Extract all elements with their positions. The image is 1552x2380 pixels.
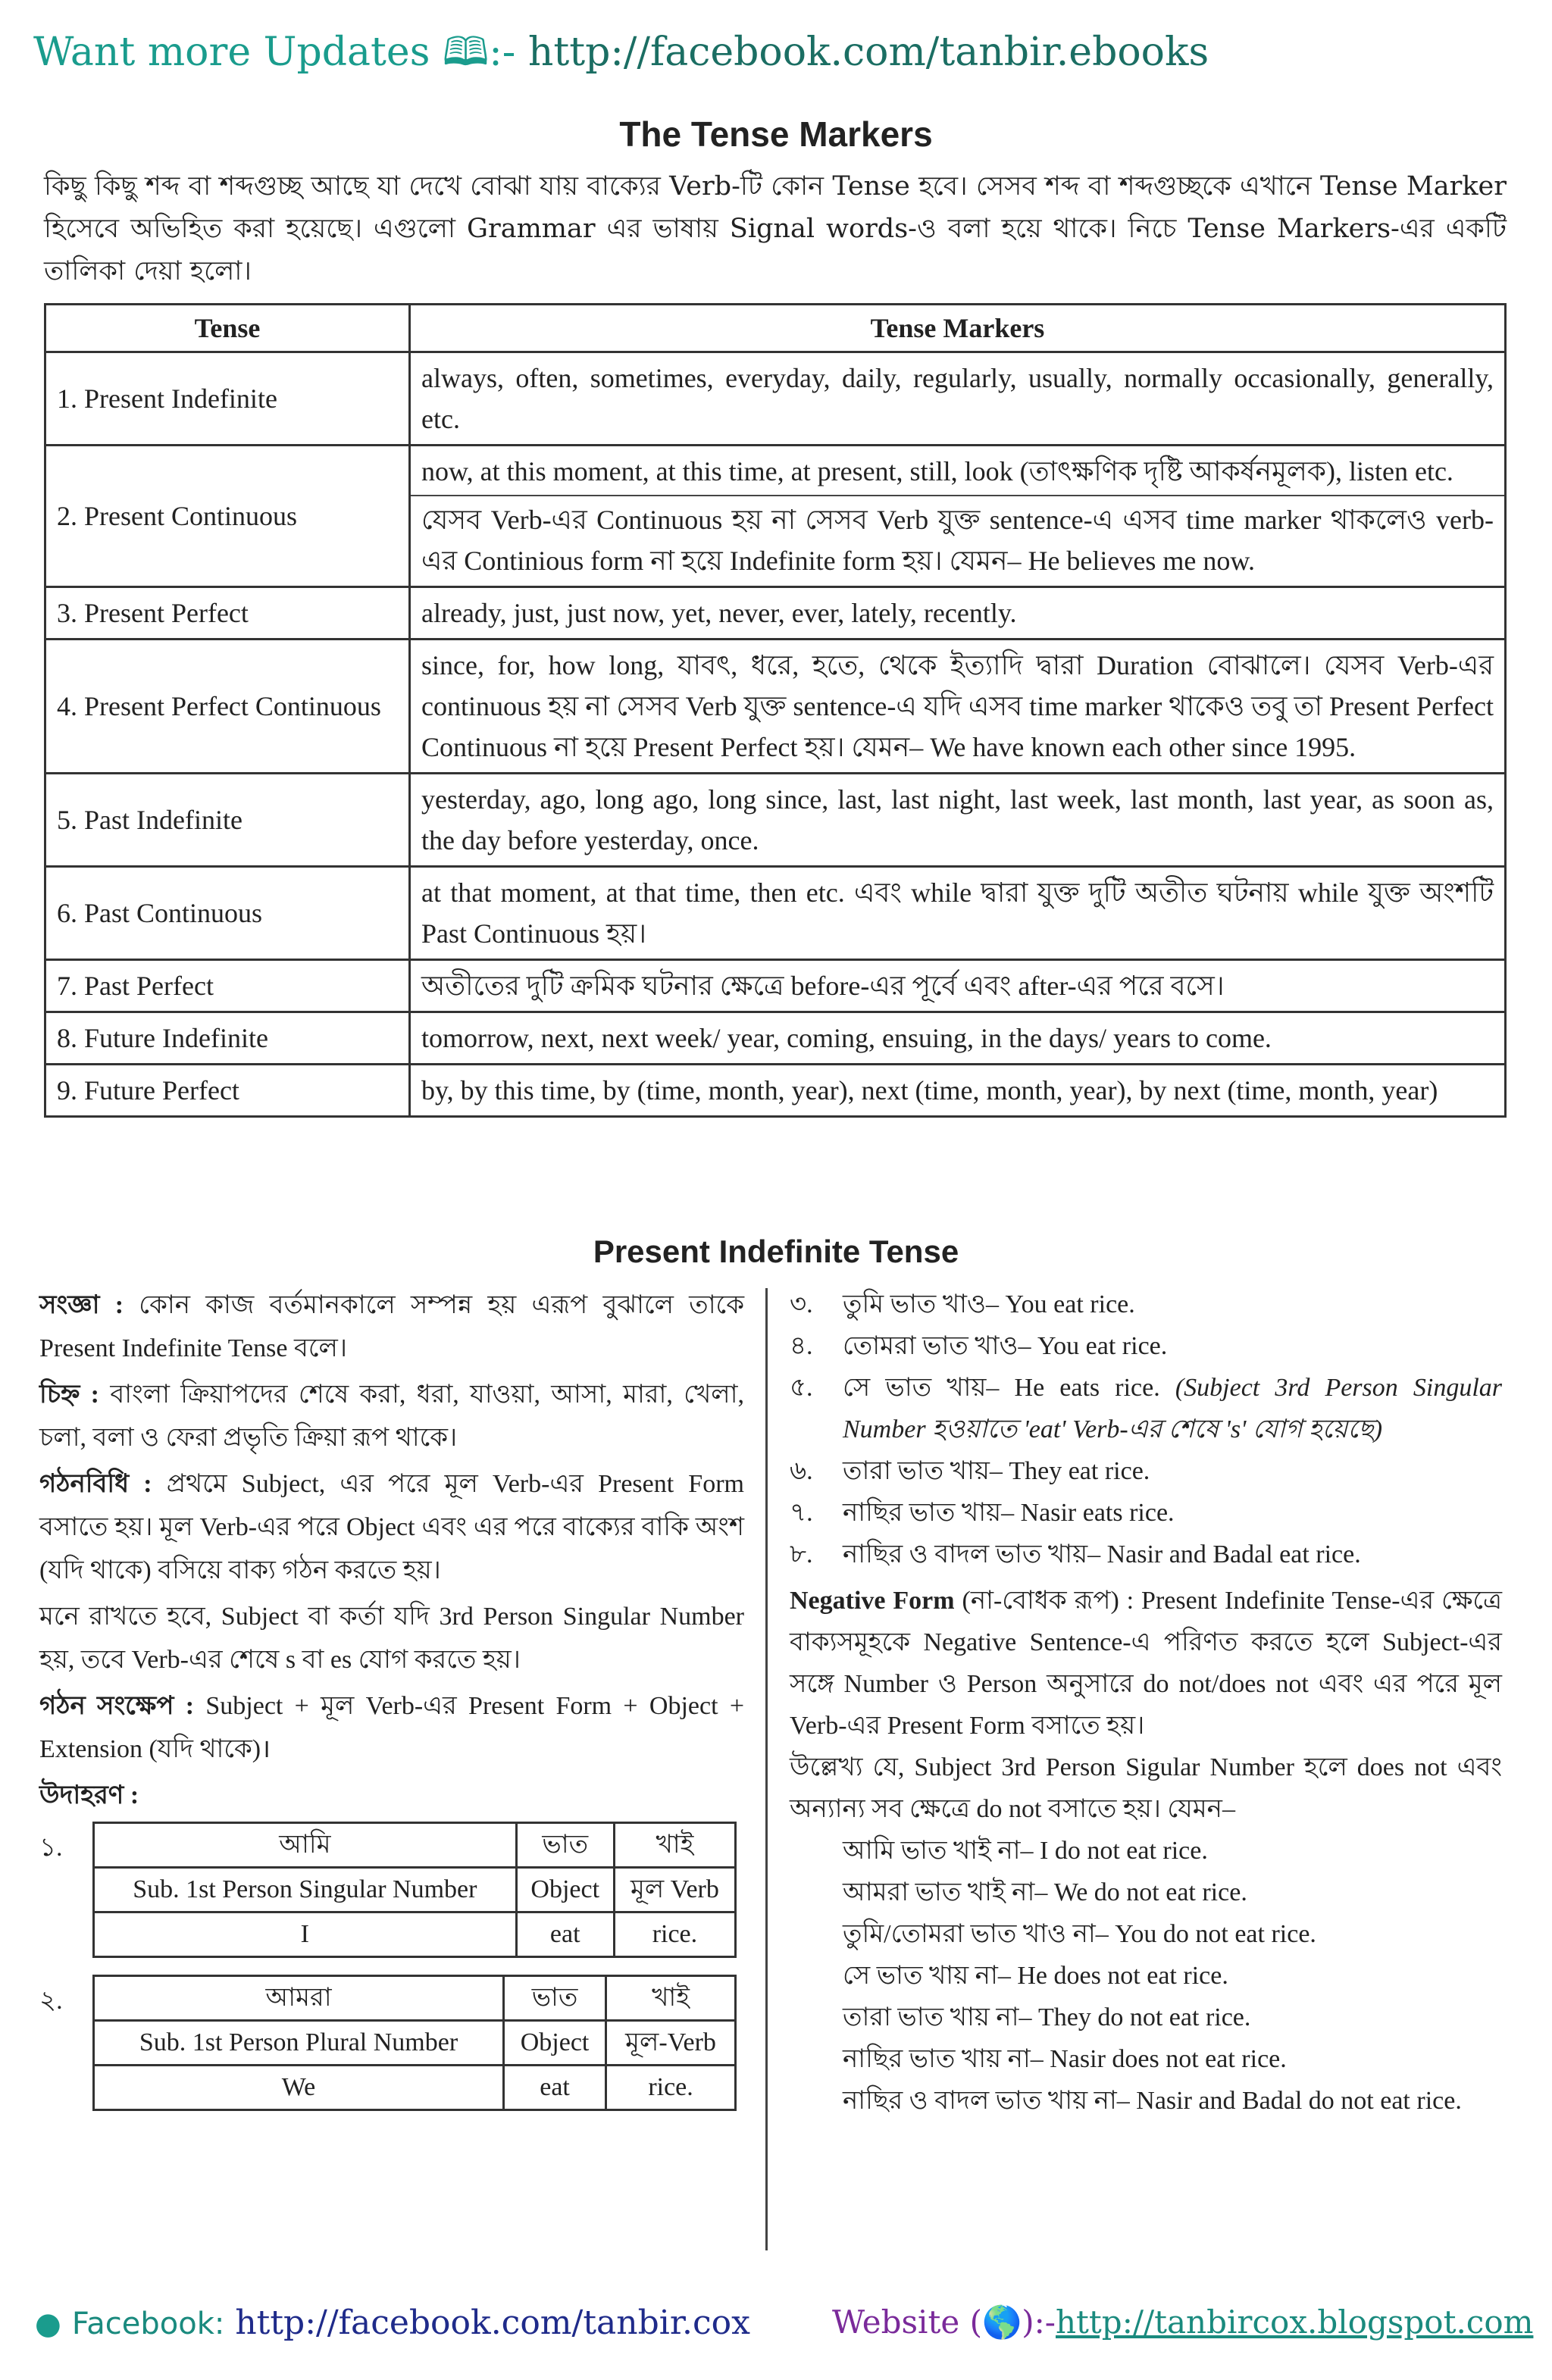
list-item: তুমি/তোমরা ভাত খাও না– You do not eat rice. xyxy=(843,1920,1316,1948)
item-number: ৭. xyxy=(790,1499,813,1527)
tense-cell: 5. Past Indefinite xyxy=(45,774,410,867)
tense-cell: 7. Past Perfect xyxy=(45,960,410,1012)
example-cell: Object xyxy=(516,1868,614,1912)
example-cell: ভাত xyxy=(516,1823,614,1868)
markers-cell: by, by this time, by (time, month, year), next (time, month, year), by next (time, month, year) xyxy=(410,1065,1506,1117)
table-row xyxy=(45,1012,1506,1065)
markers-cell: অতীতের দুটি ক্রমিক ঘটনার ক্ষেত্রে before-এর পূর্বে এবং after-এর পরে বসে। xyxy=(410,960,1506,1012)
table-row xyxy=(45,587,1506,640)
sign xyxy=(39,1373,744,1459)
item-number: ৮. xyxy=(790,1540,813,1568)
negative-label: Negative Form xyxy=(790,1587,955,1615)
item-number: ৩. xyxy=(790,1290,813,1318)
list-item xyxy=(790,1534,1502,1575)
facebook-label: Facebook: xyxy=(71,2307,225,2341)
item-number: ৪. xyxy=(790,1332,813,1360)
item-note: (Subject 3rd Person Singular Number হওয়াতে 'eat' Verb-এর শেষে 's' যোগ হয়েছে) xyxy=(843,1374,1503,1443)
negative-note: উল্লেখ্য যে, Subject 3rd Person Sigular Number হলে does not এবং অন্যান্য সব ক্ষেত্রে do not বসাতে হয়। যেমন– xyxy=(790,1753,1502,1823)
list-item xyxy=(790,1450,1502,1492)
item-sentence: সে ভাত খায়– He eats rice. xyxy=(843,1374,1160,1402)
definition xyxy=(39,1284,744,1370)
item-number: ৬. xyxy=(790,1457,813,1485)
table-row xyxy=(45,446,1506,587)
tense-cell: 4. Present Perfect Continuous xyxy=(45,640,410,774)
item-text: তোমরা ভাত খাও– You eat rice. xyxy=(843,1332,1168,1360)
example-heading xyxy=(39,1774,744,1817)
item-number: ৫. xyxy=(790,1374,813,1402)
example-number: ১. xyxy=(39,1834,63,1862)
page-title: The Tense Markers xyxy=(619,114,933,154)
lightbulb-icon: ● xyxy=(35,2307,61,2341)
example-cell: eat xyxy=(504,2066,606,2110)
summary-label: গঠন সংক্ষেপ : xyxy=(39,1692,195,1720)
example-number: ২. xyxy=(39,1987,63,2015)
tense-cell: 9. Future Perfect xyxy=(45,1065,410,1117)
example-cell: মূল-Verb xyxy=(606,2021,736,2066)
header-markers: Tense Markers xyxy=(410,305,1506,352)
footer-facebook xyxy=(35,2303,750,2342)
example-cell: We xyxy=(94,2066,504,2110)
sign-text: বাংলা ক্রিয়াপদের শেষে করা, ধরা, যাওয়া, আসা, মারা, খেলা, চলা, বলা ও ফেরা প্রভৃতি ক্রিয়া রূপ থাকে। xyxy=(39,1381,744,1452)
list-item xyxy=(790,1284,1502,1325)
list-item: আমরা ভাত খাই না– We do not eat rice. xyxy=(843,1878,1247,1906)
intro-paragraph: কিছু কিছু শব্দ বা শব্দগুচ্ছ আছে যা দেখে বোঝা যায় বাক্যের Verb-টি কোন Tense হবে। সেসব শব্দ বা শব্দগুচ্ছকে এখানে Tense Marker হিসেবে অভিহিত করা হয়েছে। এগুলো Grammar এর ভাষায় Signal words-ও বলা হয়ে থাকে। নিচে Tense Markers-এর একটি তালিকা দেয়া হলো। xyxy=(44,171,1507,286)
tense-cell: 8. Future Indefinite xyxy=(45,1012,410,1065)
list-item: নাছির ও বাদল ভাত খায় না– Nasir and Badal do not eat rice. xyxy=(843,2087,1462,2115)
example-cell: Object xyxy=(504,2021,606,2066)
banner-text: Want more Updates 🕮:- xyxy=(33,30,528,75)
example-label: উদাহরণ : xyxy=(39,1781,139,1809)
example-table-2-wrap xyxy=(39,1975,744,2111)
table-row xyxy=(45,1065,1506,1117)
right-column xyxy=(790,1284,1502,2122)
tense-cell: 3. Present Perfect xyxy=(45,587,410,640)
list-item xyxy=(790,1492,1502,1534)
markers-note: যেসব Verb-এর Continuous হয় না সেসব Verb যুক্ত sentence-এ এসব time marker থাকলেও verb-এর Continious form না হয়ে Indefinite form হয়। যেমন– He believes me now. xyxy=(411,495,1504,581)
facebook-link[interactable]: http://facebook.com/tanbir.cox xyxy=(235,2303,750,2342)
markers-cell: yesterday, ago, long ago, long since, last, last night, last week, last month, last year, as soon as, the day before yesterday, once. xyxy=(410,774,1506,867)
website-link[interactable]: http://tanbircox.blogspot.com xyxy=(1056,2303,1534,2341)
left-column xyxy=(39,1284,744,2111)
example-cell: rice. xyxy=(614,1912,735,1957)
list-item xyxy=(790,1325,1502,1367)
markers-cell: tomorrow, next, next week/ year, coming, ensuing, in the days/ years to come. xyxy=(410,1012,1506,1065)
example-cell: Sub. 1st Person Singular Number xyxy=(94,1868,517,1912)
column-divider xyxy=(765,1288,768,2250)
example-cell: খাই xyxy=(614,1823,735,1868)
example-cell: আমরা xyxy=(94,1976,504,2021)
item-text: নাছির ভাত খায়– Nasir eats rice. xyxy=(843,1499,1175,1527)
tense-cell: 2. Present Continuous xyxy=(45,446,410,587)
tense-cell: 1. Present Indefinite xyxy=(45,352,410,446)
sign-label: চিহ্ন : xyxy=(39,1381,99,1409)
example-table xyxy=(92,1975,737,2111)
list-item: তারা ভাত খায় না– They do not eat rice. xyxy=(843,2003,1251,2031)
header-tense: Tense xyxy=(45,305,410,352)
example-table xyxy=(92,1822,737,1958)
tense-markers-table xyxy=(44,303,1507,1118)
summary xyxy=(39,1684,744,1771)
tense-cell: 6. Past Continuous xyxy=(45,867,410,960)
example-cell: মূল Verb xyxy=(614,1868,735,1912)
table-row xyxy=(45,640,1506,774)
example-cell: খাই xyxy=(606,1976,736,2021)
note: মনে রাখতে হবে, Subject বা কর্তা যদি 3rd Person Singular Number হয়, তবে Verb-এর শেষে s বা es যোগ করতে হয়। xyxy=(39,1603,744,1674)
table-row xyxy=(45,352,1506,446)
definition-text: কোন কাজ বর্তমানকালে সম্পন্ন হয় এরূপ বুঝালে তাকে Present Indefinite Tense বলে। xyxy=(39,1291,744,1362)
markers-text: now, at this moment, at this time, at present, still, look (তাৎক্ষণিক দৃষ্টি আকর্ষনমূলক), listen etc. xyxy=(421,456,1453,486)
markers-cell: at that moment, at that time, then etc. এবং while দ্বারা যুক্ত দুটি অতীত ঘটনায় while যুক্ত অংশটি Past Continuous হয়। xyxy=(410,867,1506,960)
rule xyxy=(39,1462,744,1592)
example-cell: Sub. 1st Person Plural Number xyxy=(94,2021,504,2066)
banner-url[interactable]: http://facebook.com/tanbir.ebooks xyxy=(527,30,1209,75)
website-label: Website xyxy=(832,2303,960,2341)
list-item xyxy=(790,1367,1502,1450)
list-item: নাছির ভাত খায় না– Nasir does not eat rice. xyxy=(843,2045,1287,2073)
globe-icon: (🌎):- xyxy=(969,2303,1056,2341)
table-row xyxy=(45,774,1506,867)
markers-cell: always, often, sometimes, everyday, daily, regularly, usually, normally occasionally, generally, etc. xyxy=(410,352,1506,446)
markers-cell xyxy=(410,446,1506,587)
summary-text: Subject + মূল Verb-এর Present Form + Object + Extension (যদি থাকে)। xyxy=(39,1692,745,1763)
example-cell: eat xyxy=(516,1912,614,1957)
table-row xyxy=(45,867,1506,960)
footer xyxy=(0,2296,1552,2357)
negative-examples xyxy=(790,1830,1502,2122)
list-item: সে ভাত খায় না– He does not eat rice. xyxy=(843,1962,1228,1990)
example-cell: rice. xyxy=(606,2066,736,2110)
example-cell: ভাত xyxy=(504,1976,606,2021)
table-row xyxy=(45,960,1506,1012)
definition-label: সংজ্ঞা : xyxy=(39,1291,124,1319)
markers-cell: already, just, just now, yet, never, ever, lately, recently. xyxy=(410,587,1506,640)
item-text xyxy=(843,1367,1502,1450)
example-cell: I xyxy=(94,1912,517,1957)
section-title: Present Indefinite Tense xyxy=(593,1234,959,1269)
example-table-1-wrap xyxy=(39,1822,744,1958)
negative-text: Present Indefinite Tense-এর ক্ষেত্রে বাক্যসমূহকে Negative Sentence-এ পরিণত করতে হলে Subject-এর সঙ্গে Number ও Person অনুসারে do not/does not এবং এর পরে মূল Verb-এর Present Form বসাতে হয়। xyxy=(790,1587,1503,1740)
list-item: আমি ভাত খাই না– I do not eat rice. xyxy=(843,1837,1208,1865)
top-banner xyxy=(33,23,1209,90)
item-text: তারা ভাত খায়– They eat rice. xyxy=(843,1457,1150,1485)
rule-label: গঠনবিধি : xyxy=(39,1470,152,1498)
item-text: নাছির ও বাদল ভাত খায়– Nasir and Badal eat rice. xyxy=(843,1540,1361,1568)
negative-form xyxy=(790,1580,1502,1747)
rule-text: প্রথমে Subject, এর পরে মূল Verb-এর Present Form বসাতে হয়। মূল Verb-এর পরে Object এবং এর পরে বাক্যের বাকি অংশ (যদি থাকে) বসিয়ে বাক্য গঠন করতে হয়। xyxy=(39,1470,744,1584)
markers-cell: since, for, how long, যাবৎ, ধরে, হতে, থেকে ইত্যাদি দ্বারা Duration বোঝালে। যেসব Verb-এর continuous হয় না সেসব Verb যুক্ত sentence-এ যদি এসব time marker থাকেও তবু তা Present Perfect Continuous না হয়ে Present Perfect হয়। যেমন– We have known each other since 1995. xyxy=(410,640,1506,774)
negative-label-bn: (না-বোধক রূপ) : xyxy=(962,1587,1134,1615)
table-header-row xyxy=(45,305,1506,352)
example-cell: আমি xyxy=(94,1823,517,1868)
footer-website xyxy=(832,2303,1533,2341)
item-text: তুমি ভাত খাও– You eat rice. xyxy=(843,1290,1135,1318)
